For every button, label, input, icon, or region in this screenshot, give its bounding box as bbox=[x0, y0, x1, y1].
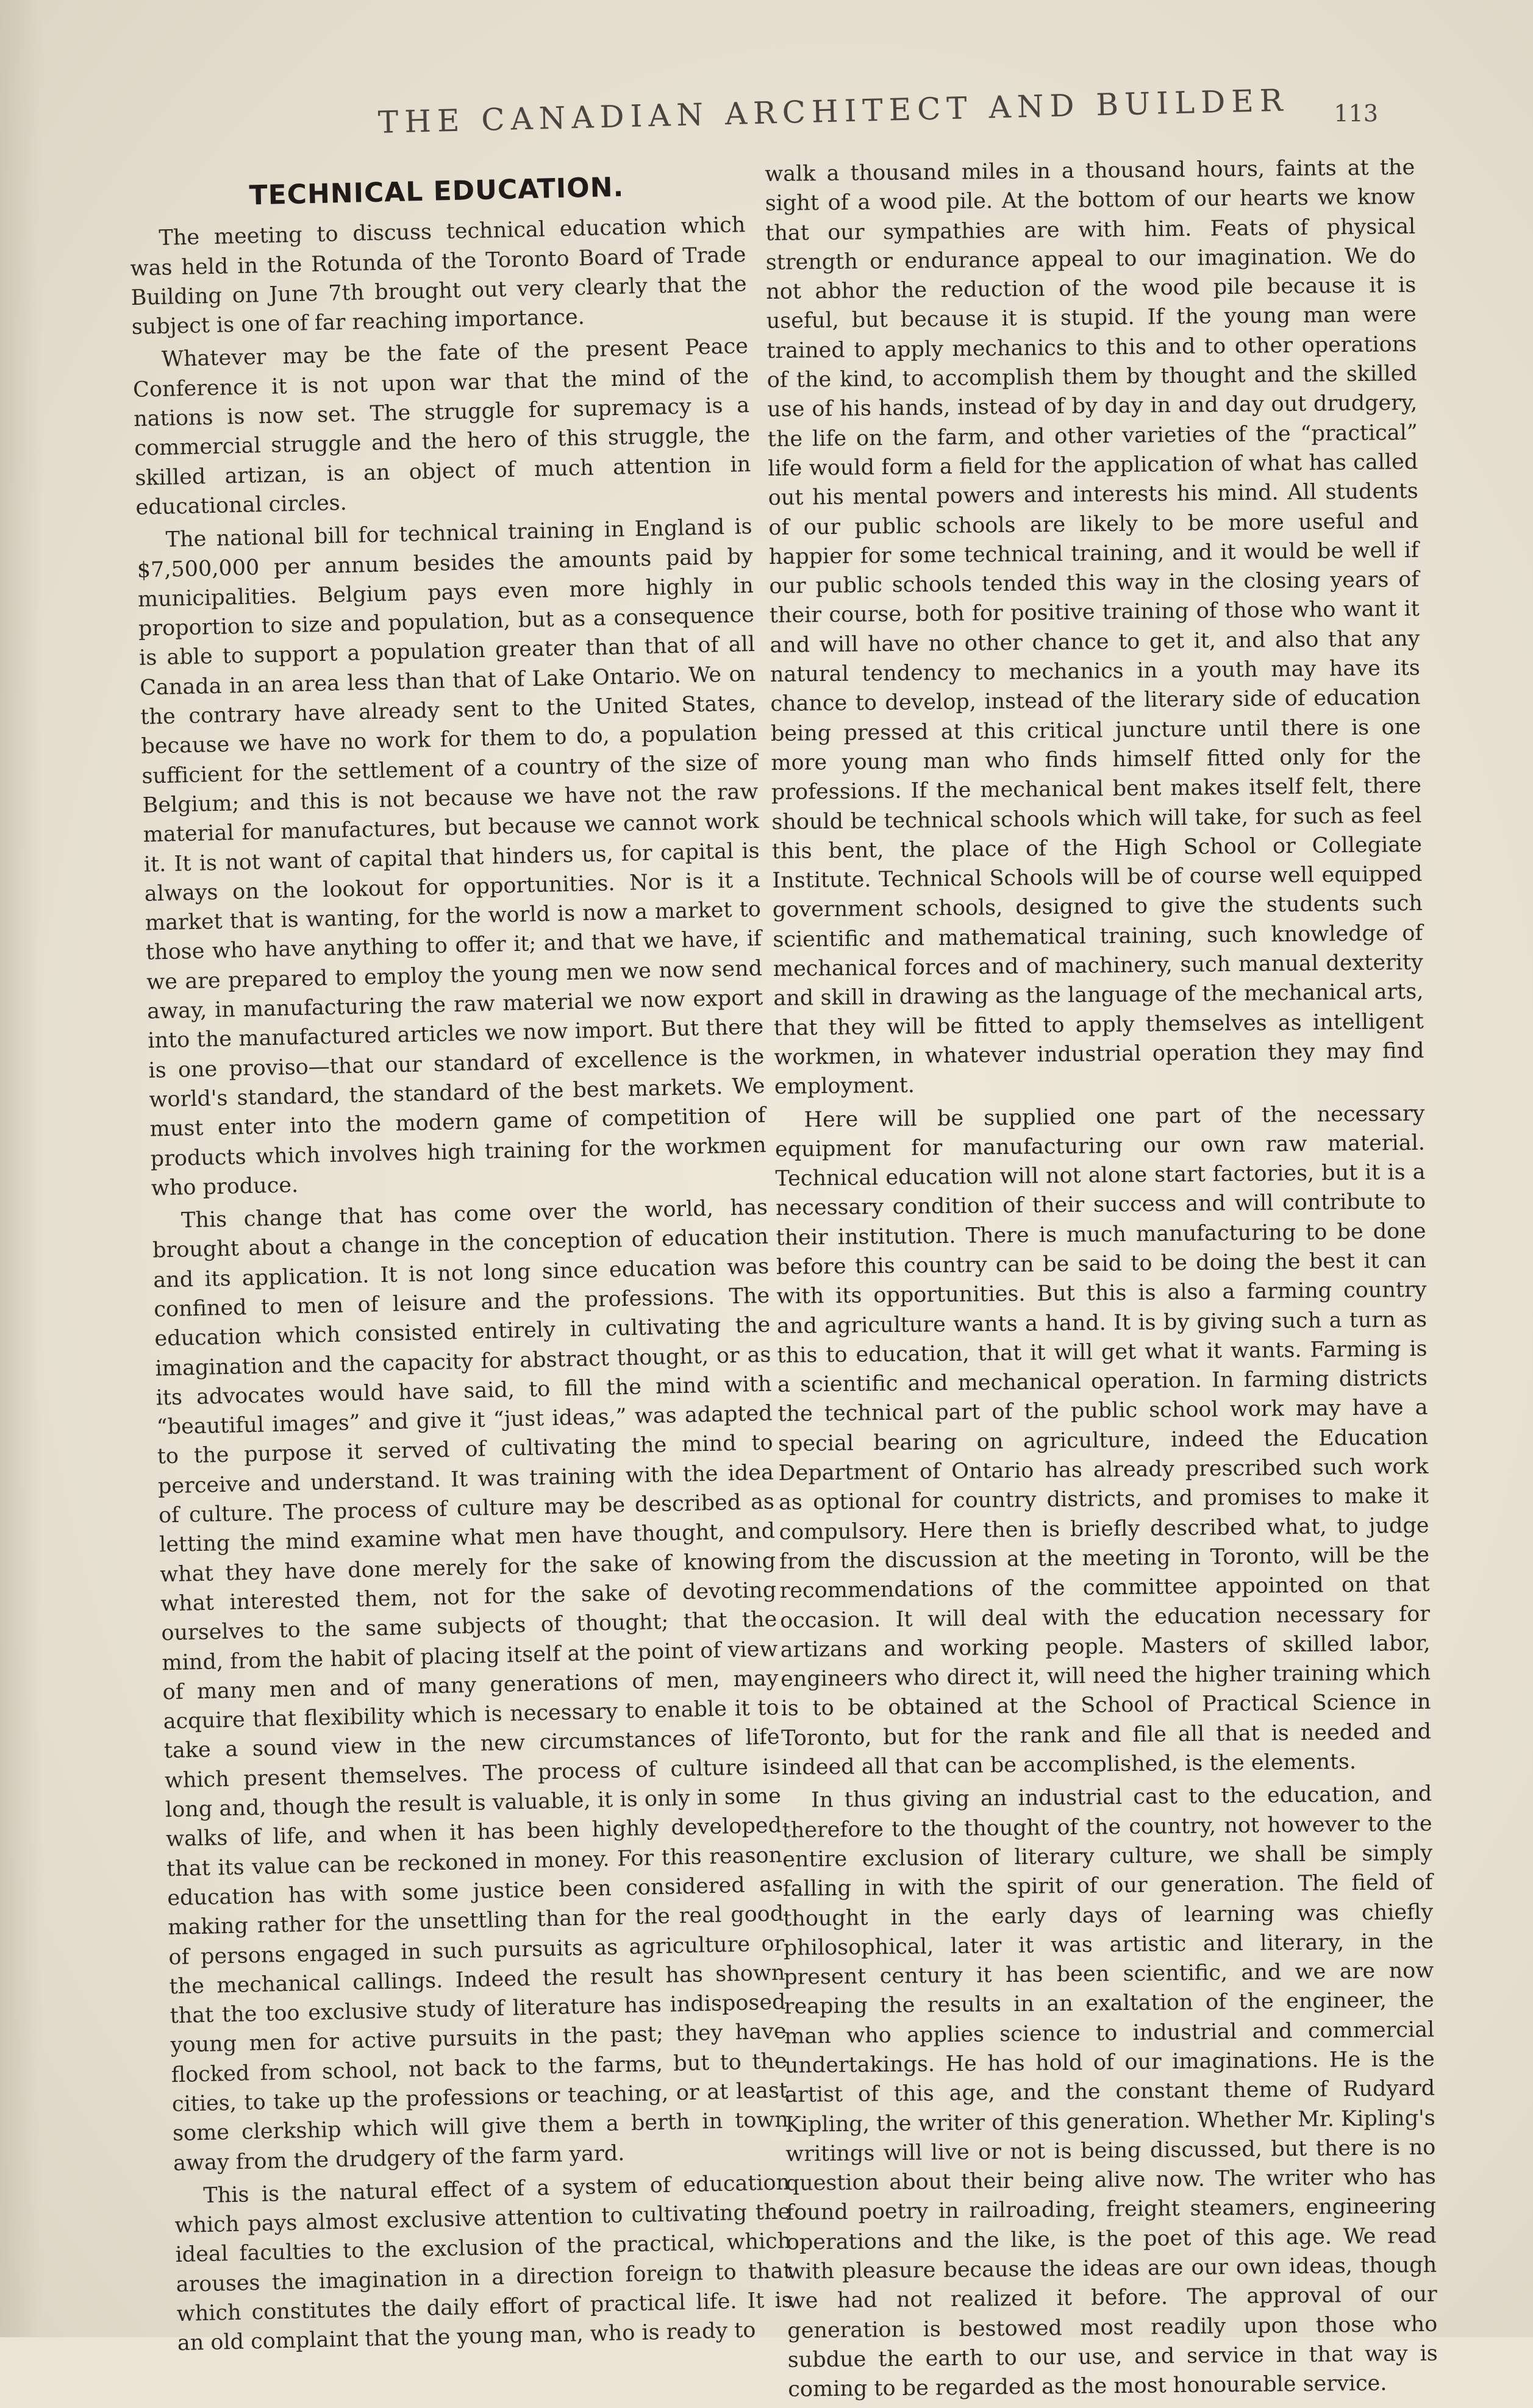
left-column bbox=[128, 157, 793, 2362]
running-title: THE CANADIAN ARCHITECT AND BUILDER bbox=[377, 82, 1290, 140]
page-number: 113 bbox=[1334, 100, 1378, 127]
right-column bbox=[765, 153, 1438, 2408]
paragraph: walk a thousand miles in a thousand hours, faints at the sight of a wood pile. At the bottom of our hearts we know that our sympathies are with him. Feats of physical strength or endurance appeal to our imagination. We do not abhor the reduction of the wood pile because it is useful, but because it is stupid. If the young man were trained to apply mechanics to this and to other operations of the kind, to accomplish them by thought and the skilled use of his hands, instead of by day in and day out drudgery, the life on the farm, and other varieties of the “practical” life would form a field for the application of what has called out his mental powers and interests his mind. All students of our public schools are likely to be more useful and happier for some technical training, and it would be well if our public schools tended this way in the closing years of their course, both for positive training of those who want it and will have no other chance to get it, and also that any natural tendency to mechanics in a youth may have its chance to develop, instead of the literary side of education being pressed at this critical juncture until there is one more young man who finds himself fitted only for the professions. If the mechanical bent makes itself felt, there should be technical schools which will take, for such as feel this bent, the place of the High School or Collegiate Institute. Technical Schools will be of course well equipped government schools, designed to give the students such scientific and mathematical training, such knowledge of mechanical forces and of machinery, such manual dexterity and skill in drawing as the language of the mechanical arts, that they will be fitted to apply themselves as intelligent workmen, in whatever industrial operation they may find employment. bbox=[765, 155, 1424, 1100]
paragraph: The meeting to discuss technical education which was held in the Rotunda of the Toronto Board of Trade Building on June 7th brought out very clearly that the subject is one of far reaching importance. bbox=[130, 213, 747, 340]
paragraph: This change that has come over the world, has brought about a change in the conception of education and its application. It is not long since education was confined to men of leisure and the professions. The education which consisted entirely in cultivating the imagination and the capacity for abstract thought, or as its advocates would have said, to fill the mind with “beautiful images” and give it “just ideas,” was adapted to the purpose it served of cultivating the mind to perceive and understand. It was training with the idea of culture. The process of culture may be described as letting the mind examine what men have thought, and what they have done merely for the sake of knowing what interested them, not for the sake of devoting ourselves to the same subjects of thought; that the mind, from the habit of placing itself at the point of view of many men and of many generations of men, may acquire that flexibility which is necessary to enable it to take a sound view in the new circumstances of life which present themselves. The process of culture is long and, though the result is valuable, it is only in some walks of life, and when it has been highly developed that its value can be reckoned in money. For this reason education has with some justice been considered as making rather for the unsettling than for the real good of persons engaged in such pursuits as agriculture or the mechanical callings. Indeed the result has shown that the too exclusive study of literature has indisposed young men for active pursuits in the past; they have flocked from school, not back to the farms, but to the cities, to take up the professions or teaching, or at least some clerkship which will give them a berth in town away from the drudgery of the farm yard. bbox=[152, 1195, 789, 2176]
paragraph: Whatever may be the fate of the present Peace Conference it is not upon war that the mind of the nations is now set. The struggle for supremacy is a commercial struggle and the hero of this struggle, the skilled artizan, is an object of much attention in educational circles. bbox=[132, 334, 751, 520]
paragraph: Here will be supplied one part of the necessary equipment for manufacturing our own raw material. Technical education will not alone start factories, but it is a necessary condition of their success and will contribute to their institution. There is much manufacturing to be done before this country can be said to be doing the best it can with its opportunities. But this is also a farming country and agriculture wants a hand. It is by giving such a turn as this to education, that it will get what it wants. Farming is a scientific and mechanical operation. In farming districts the technical part of the public school work may have a special bearing on agriculture, indeed the Education Department of Ontario has already prescribed such work as optional for country districts, and promises to make it compulsory. Here then is briefly described what, to judge from the discussion at the meeting in Toronto, will be the recommendations of the committee appointed on that occasion. It will deal with the education necessary for artizans and working people. Masters of skilled labor, engineers who direct it, will need the higher training which is to be obtained at the School of Practical Science in Toronto, but for the rank and file all that is needed and indeed all that can be accomplished, is the elements. bbox=[774, 1101, 1432, 1780]
paragraph: This is the natural effect of a system of education which pays almost exclusive attention to cultivating the ideal faculties to the exclusion of the practical, which arouses the imagination in a direction foreign to that which constitutes the daily effort of practical life. It is an old complaint that the young man, who is ready to bbox=[174, 2170, 793, 2356]
page-header bbox=[377, 82, 1378, 160]
article-title: TECHNICAL EDUCATION. bbox=[249, 171, 624, 212]
binding-gutter bbox=[0, 0, 43, 2337]
paragraph: The national bill for technical training in England is $7,500,000 per annum besides the amounts paid by municipalities. Belgium pays even more highly in proportion to size and population, but as a consequence is able to support a population greater than that of all Canada in an area less than that of Lake Ontario. We on the contrary have already sent to the United States, because we have no work for them to do, a population sufficient for the settlement of a country of the size of Belgium; and this is not because we have not the raw material for manufactures, but because we cannot work it. It is not want of capital that hinders us, for capital is always on the lookout for opportunities. Nor is it a market that is wanting, for the world is now a market to those who have anything to offer it; and that we have, if we are prepared to employ the young men we now send away, in manufacturing the raw material we now export into the manufactured articles we now import. But there is one proviso—that our standard of excellence is the world's standard, the standard of the best markets. We must enter into the modern game of competition of products which involves high training for the workmen who produce. bbox=[137, 515, 766, 1201]
paragraph: In thus giving an industrial cast to the education, and therefore to the thought of the country, not however to the entire exclusion of literary culture, we shall be simply falling in with the spirit of our generation. The field of thought in the early days of learning was chiefly philosophical, later it was artistic and literary, in the present century it has been scientific, and we are now reaping the results in an exaltation of the engineer, the man who applies science to industrial and commercial undertakings. He has hold of our imaginations. He is the artist of this age, and the constant theme of Rudyard Kipling, the writer of this generation. Whether Mr. Kipling's writings will live or not is being discussed, but there is no question about their being alive now. The writer who has found poetry in railroading, freight steamers, engineering operations and the like, is the poet of this age. We read with pleasure because the ideas are our own ideas, though we had not realized it before. The approval of our generation is bestowed most readily upon those who subdue the earth to our use, and service in that way is coming to be regarded as the most honourable service. bbox=[782, 1782, 1438, 2403]
